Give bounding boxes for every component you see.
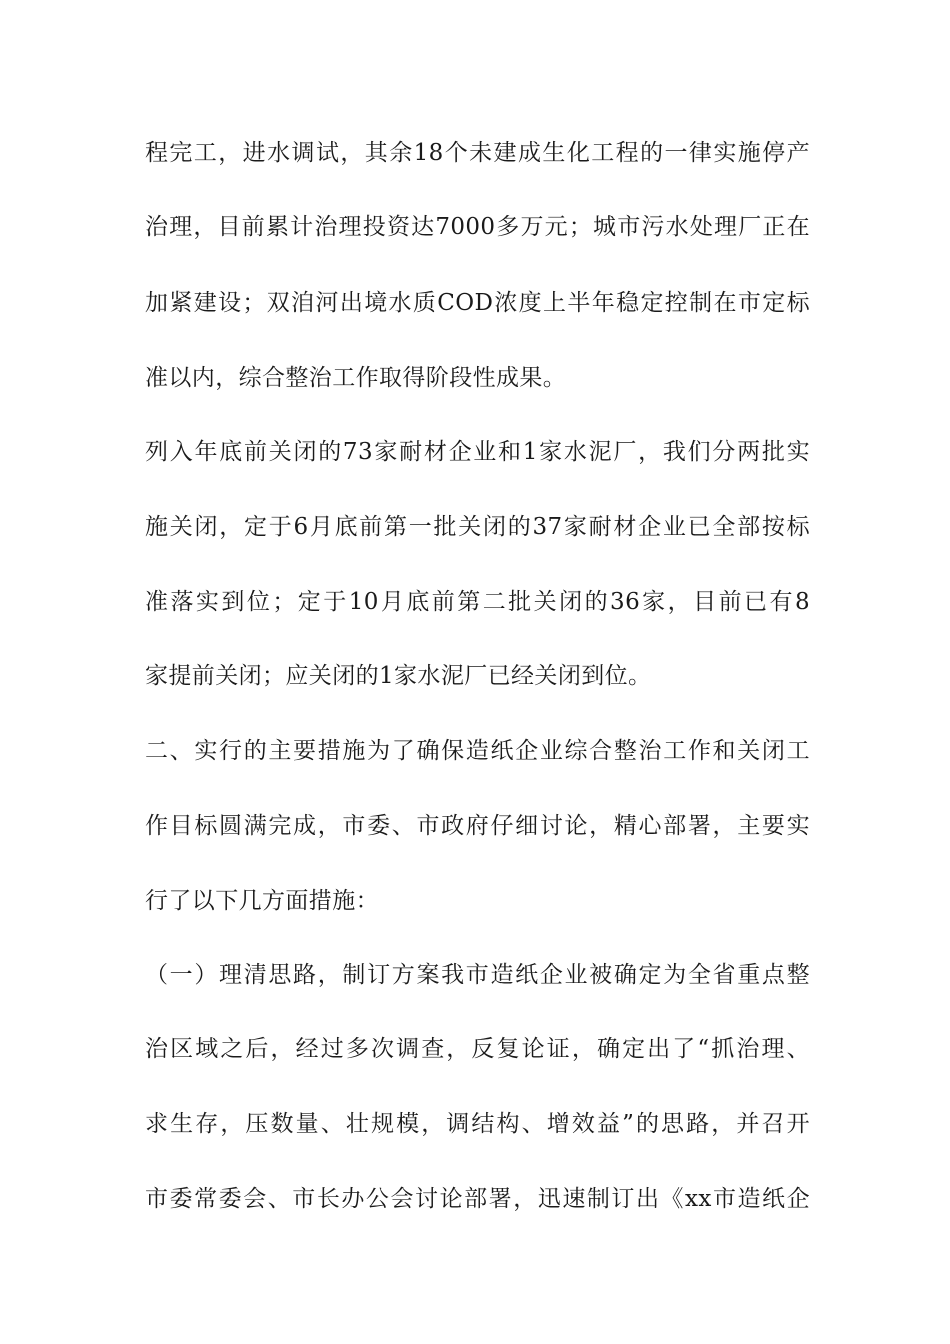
- text-line-5: 列入年底前关闭的73家耐材企业和1家水泥厂，我们分两批实: [145, 439, 810, 465]
- text-line-9: 二、实行的主要措施为了确保造纸企业综合整治工作和关闭工: [145, 738, 810, 764]
- text-line-13: 治区域之后，经过多次调查，反复论证，确定出了“抓治理、: [145, 1036, 810, 1062]
- text-line-7: 准落实到位；定于10月底前第二批关闭的36家，目前已有8: [145, 589, 810, 615]
- text-line-11: 行了以下几方面措施：: [145, 888, 379, 914]
- text-line-1: 程完工，进水调试，其余18个未建成生化工程的一律实施停产: [145, 140, 810, 166]
- text-line-2: 治理，目前累计治理投资达7000多万元；城市污水处理厂正在: [145, 214, 810, 240]
- text-line-4: 准以内，综合整治工作取得阶段性成果。: [145, 365, 567, 391]
- text-line-12: （一）理清思路，制订方案我市造纸企业被确定为全省重点整: [145, 962, 810, 988]
- text-line-10: 作目标圆满完成，市委、市政府仔细讨论，精心部署，主要实: [145, 813, 810, 839]
- text-line-15: 市委常委会、市长办公会讨论部署，迅速制订出《xx市造纸企: [145, 1186, 810, 1212]
- text-line-6: 施关闭，定于6月底前第一批关闭的37家耐材企业已全部按标: [145, 514, 810, 540]
- text-line-8: 家提前关闭；应关闭的1家水泥厂已经关闭到位。: [145, 663, 652, 689]
- text-line-14: 求生存，压数量、壮规模，调结构、增效益”的思路，并召开: [145, 1111, 810, 1137]
- text-line-3: 加紧建设；双洎河出境水质COD浓度上半年稳定控制在市定标: [145, 290, 810, 316]
